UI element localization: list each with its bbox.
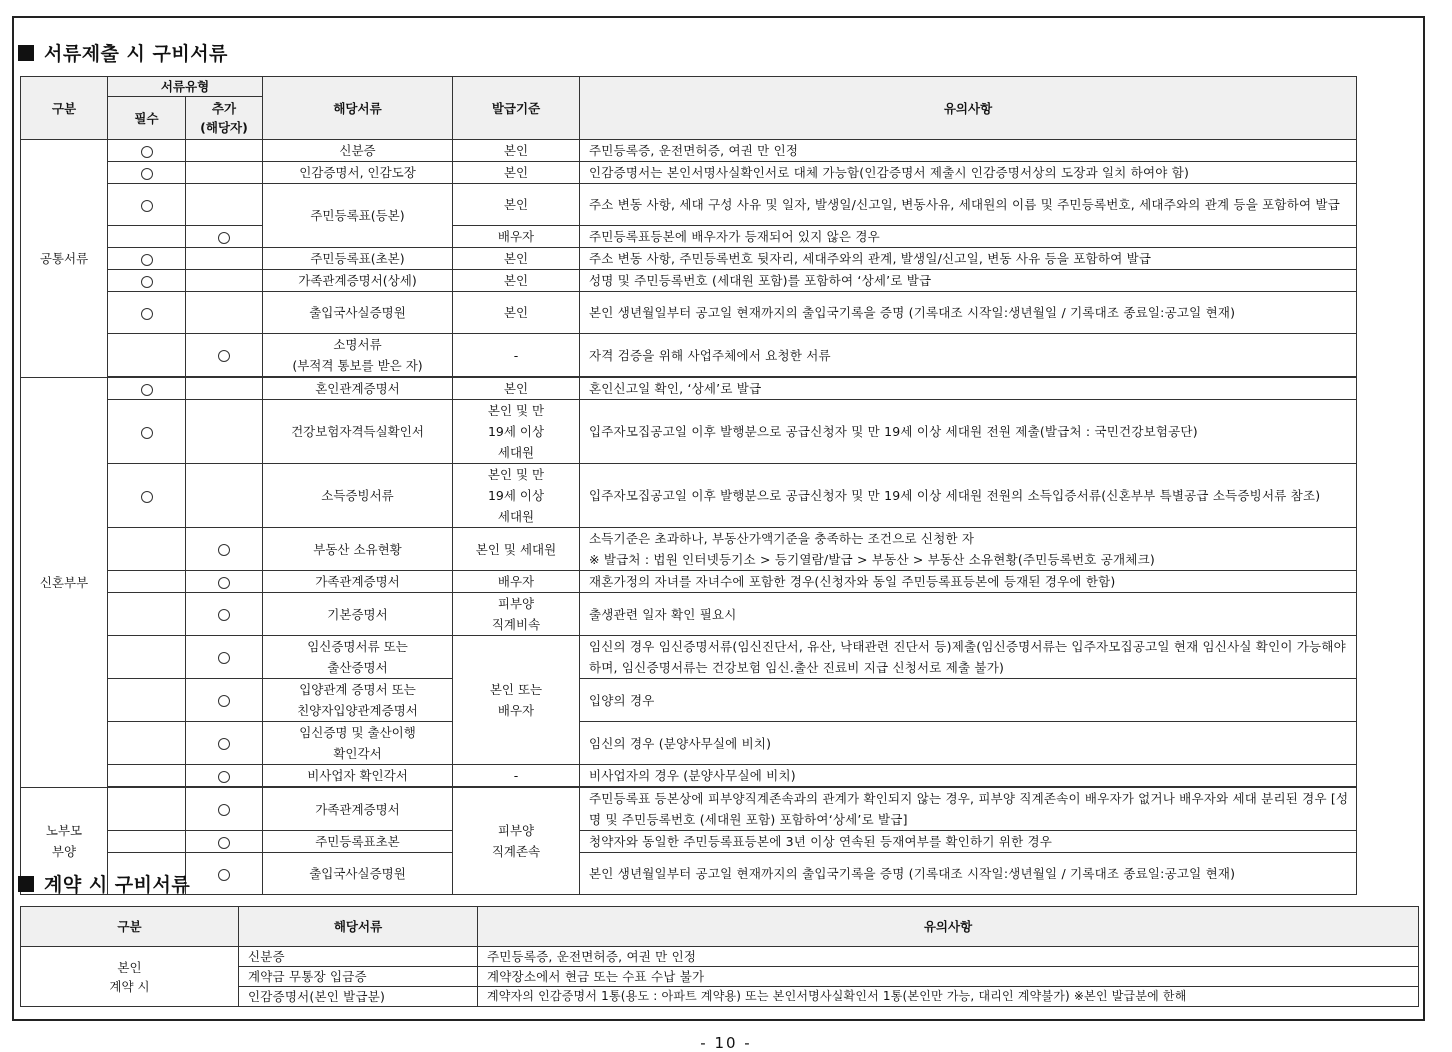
required-circle-icon [141, 200, 153, 212]
note: 주민등록표 등본상에 피부양직계존속과의 관계가 확인되지 않는 경우, 피부양 직계존속이 배우자가 없거나 배우자와 세대 분리된 경우 [성명 및 주민등록번호 (세대원 포함) 포함하여‘상세’로 발급] [580, 788, 1357, 831]
page-number: - 10 - [700, 1034, 752, 1052]
doc-name: 소명서류 (부적격 통보를 받은 자) [263, 334, 453, 377]
note: 비사업자의 경우 (분양사무실에 비치) [580, 765, 1357, 787]
issue-basis: 피부양 직계존속 [453, 788, 580, 895]
note: 주민등록증, 운전면허증, 여권 만 인정 [580, 140, 1357, 162]
note: 인감증명서는 본인서명사실확인서로 대체 가능함(인감증명서 제출시 인감증명서상의 도장과 일치 하여야 함) [580, 162, 1357, 184]
contract-documents-table [20, 906, 1419, 1007]
submission-documents-table [20, 76, 1357, 895]
issue-basis: 본인 [453, 292, 580, 334]
issue-basis: 본인 또는 배우자 [453, 636, 580, 765]
note: 출생관련 일자 확인 필요시 [580, 593, 1357, 636]
note: 임신의 경우 (분양사무실에 비치) [580, 722, 1357, 765]
doc-name: 소득증빙서류 [263, 464, 453, 528]
additional-circle-icon [218, 652, 230, 664]
header-additional: 추가 (해당자) [186, 97, 263, 140]
issue-basis: 본인 [453, 184, 580, 226]
additional-circle-icon [218, 695, 230, 707]
header-issue-basis: 발급기준 [453, 77, 580, 140]
header-doc-type: 서류유형 [108, 77, 263, 97]
note: 재혼가정의 자녀를 자녀수에 포함한 경우(신청자와 동일 주민등록표등본에 등재된 경우에 한함) [580, 571, 1357, 593]
doc-name: 주민등록표초본 [263, 831, 453, 853]
additional-circle-icon [218, 232, 230, 244]
issue-basis: 본인 [453, 140, 580, 162]
square-bullet-icon [18, 45, 34, 61]
group-contract: 본인 계약 시 [21, 947, 239, 1007]
note: 계약장소에서 현금 또는 수표 수납 불가 [478, 967, 1419, 987]
additional-circle-icon [218, 738, 230, 750]
doc-name: 출입국사실증명원 [263, 292, 453, 334]
issue-basis: 본인 및 만 19세 이상 세대원 [453, 464, 580, 528]
required-circle-icon [141, 254, 153, 266]
note: 청약자와 동일한 주민등록표등본에 3년 이상 연속된 등재여부를 확인하기 위한 경우 [580, 831, 1357, 853]
header-document: 해당서류 [239, 907, 478, 947]
required-circle-icon [141, 308, 153, 320]
issue-basis: 본인 [453, 378, 580, 400]
issue-basis: 피부양 직계비속 [453, 593, 580, 636]
note: 입주자모집공고일 이후 발행분으로 공급신청자 및 만 19세 이상 세대원 전원의 소득입증서류(신혼부부 특별공급 소득증빙서류 참조) [580, 464, 1357, 528]
header-document: 해당서류 [263, 77, 453, 140]
header-notes: 유의사항 [478, 907, 1419, 947]
header-required: 필수 [108, 97, 186, 140]
group-common: 공통서류 [21, 140, 108, 378]
note: 주민등록증, 운전면허증, 여권 만 인정 [478, 947, 1419, 967]
square-bullet-icon [18, 876, 34, 892]
additional-circle-icon [218, 609, 230, 621]
additional-circle-icon [218, 837, 230, 849]
issue-basis: 배우자 [453, 226, 580, 248]
additional-circle-icon [218, 544, 230, 556]
group-newlywed: 신혼부부 [21, 378, 108, 788]
doc-name: 혼인관계증명서 [263, 378, 453, 400]
doc-name: 부동산 소유현황 [263, 528, 453, 571]
note: 주소 변동 사항, 세대 구성 사유 및 일자, 발생일/신고일, 변동사유, 세대원의 이름 및 주민등록번호, 세대주와의 관계 등을 포함하여 발급 [580, 184, 1357, 226]
doc-name: 가족관계증명서(상세) [263, 270, 453, 292]
issue-basis: 본인 [453, 248, 580, 270]
required-circle-icon [141, 427, 153, 439]
note: 입주자모집공고일 이후 발행분으로 공급신청자 및 만 19세 이상 세대원 전원 제출(발급처 : 국민건강보험공단) [580, 400, 1357, 464]
header-notes: 유의사항 [580, 77, 1357, 140]
required-circle-icon [141, 276, 153, 288]
additional-circle-icon [218, 804, 230, 816]
section-title-contract: 계약 시 구비서류 [18, 873, 190, 897]
doc-name: 임신증명서류 또는 출산증명서 [263, 636, 453, 679]
doc-name: 임신증명 및 출산이행 확인각서 [263, 722, 453, 765]
issue-basis: - [453, 765, 580, 787]
header-category: 구분 [21, 77, 108, 140]
doc-name: 출입국사실증명원 [263, 853, 453, 895]
issue-basis: 본인 [453, 270, 580, 292]
additional-circle-icon [218, 577, 230, 589]
note: 자격 검증을 위해 사업주체에서 요청한 서류 [580, 334, 1357, 377]
header-category: 구분 [21, 907, 239, 947]
doc-name: 주민등록표(초본) [263, 248, 453, 270]
note: 성명 및 주민등록번호 (세대원 포함)를 포함하여 ‘상세’로 발급 [580, 270, 1357, 292]
doc-name: 가족관계증명서 [263, 571, 453, 593]
note: 주소 변동 사항, 주민등록번호 뒷자리, 세대주와의 관계, 발생일/신고일, 변동 사유 등을 포함하여 발급 [580, 248, 1357, 270]
doc-name: 건강보험자격득실확인서 [263, 400, 453, 464]
doc-name: 가족관계증명서 [263, 788, 453, 831]
issue-basis: 본인 및 만 19세 이상 세대원 [453, 400, 580, 464]
note: 본인 생년월일부터 공고일 현재까지의 출입국기록을 증명 (기록대조 시작일:생년월일 / 기록대조 종료일:공고일 현재) [580, 292, 1357, 334]
additional-circle-icon [218, 869, 230, 881]
note: 계약자의 인감증명서 1통(용도 : 아파트 계약용) 또는 본인서명사실확인서 1통(본인만 가능, 대리인 계약불가) ※본인 발급분에 한해 [478, 987, 1419, 1007]
doc-name: 입양관계 증명서 또는 친양자입양관계증명서 [263, 679, 453, 722]
note: 주민등록표등본에 배우자가 등재되어 있지 않은 경우 [580, 226, 1357, 248]
doc-name: 인감증명서, 인감도장 [263, 162, 453, 184]
note: 본인 생년월일부터 공고일 현재까지의 출입국기록을 증명 (기록대조 시작일:생년월일 / 기록대조 종료일:공고일 현재) [580, 853, 1357, 895]
doc-name: 기본증명서 [263, 593, 453, 636]
issue-basis: 본인 및 세대원 [453, 528, 580, 571]
note: 임신의 경우 임신증명서류(임신진단서, 유산, 낙태관련 진단서 등)제출(임신증명서류는 입주자모집공고일 현재 임신사실 확인이 가능해야 하며, 임신증명서류는 건강보험 임신.출산 진료비 지급 신청서로 제출 불가) [580, 636, 1357, 679]
issue-basis: - [453, 334, 580, 377]
doc-name: 인감증명서(본인 발급분) [239, 987, 478, 1007]
note: 입양의 경우 [580, 679, 1357, 722]
section-title-submission: 서류제출 시 구비서류 [18, 42, 228, 66]
issue-basis: 배우자 [453, 571, 580, 593]
doc-name: 계약금 무통장 입금증 [239, 967, 478, 987]
required-circle-icon [141, 384, 153, 396]
additional-circle-icon [218, 771, 230, 783]
doc-name: 비사업자 확인각서 [263, 765, 453, 787]
doc-name: 신분증 [239, 947, 478, 967]
issue-basis: 본인 [453, 162, 580, 184]
doc-name: 주민등록표(등본) [263, 184, 453, 248]
additional-circle-icon [218, 350, 230, 362]
note: 소득기준은 초과하나, 부동산가액기준을 충족하는 조건으로 신청한 자 ※ 발급처 : 법원 인터넷등기소 > 등기열람/발급 > 부동산 > 부동산 소유현황(주민등록번호 공개체크) [580, 528, 1357, 571]
group-elderly-parents: 노부모 부양 [21, 788, 108, 895]
note: 혼인신고일 확인, ‘상세’로 발급 [580, 378, 1357, 400]
required-circle-icon [141, 491, 153, 503]
required-circle-icon [141, 146, 153, 158]
doc-name: 신분증 [263, 140, 453, 162]
required-circle-icon [141, 168, 153, 180]
